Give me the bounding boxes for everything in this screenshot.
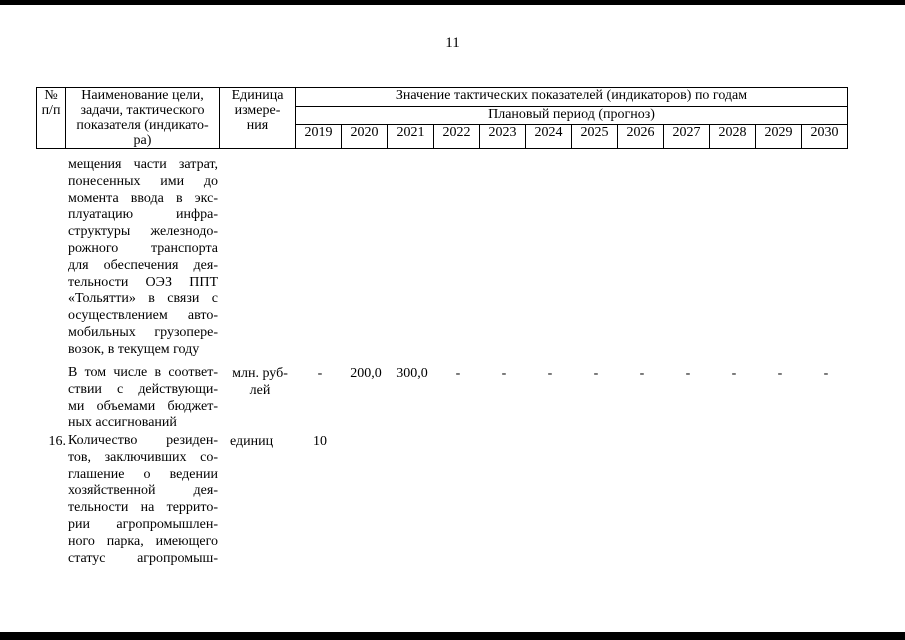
header-year: 2022 (434, 125, 480, 149)
row-16-name: Количество резиден- тов, заключивших со- глашение о ведении хозяйственной дея- тельности на террито- рии агропромышлен- ного парка, имеющего статус агропромыш- (68, 433, 218, 566)
top-scan-border (0, 0, 905, 5)
header-col-name: Наименование цели, задачи, тактического показателя (индикато- ра) (66, 88, 220, 149)
header-year: 2025 (572, 125, 618, 149)
sub-row-value-2028: - (731, 366, 737, 381)
header-col-unit: Единица измере- ния (220, 88, 296, 149)
sub-row-value-2030: - (823, 366, 829, 381)
header-year: 2026 (618, 125, 664, 149)
header-year: 2024 (526, 125, 572, 149)
header-year: 2021 (388, 125, 434, 149)
header-plan-period: Плановый период (прогноз) (296, 106, 848, 125)
header-year: 2030 (802, 125, 848, 149)
sub-row-value-2029: - (777, 366, 783, 381)
page-number: 11 (445, 35, 460, 51)
header-year: 2027 (664, 125, 710, 149)
continuation-text: мещения части затрат, понесенных ими до момента ввода в экс- плуатацию инфра- структуры железнодо- рожного транспорта для обеспечения дея- тельности ОЭЗ ППТ «Тольятти» в связи с осуществлением авто- мобильных грузопере- возок, в текущем году (68, 157, 218, 357)
header-values-title: Значение тактических показателей (индикаторов) по годам (296, 88, 848, 107)
row-16-unit: единиц (230, 434, 274, 449)
header-year: 2023 (480, 125, 526, 149)
bottom-scan-border (0, 632, 905, 640)
sub-row-value-2026: - (639, 366, 645, 381)
sub-row-value-2025: - (593, 366, 599, 381)
header-year: 2020 (342, 125, 388, 149)
sub-row-value-2022: - (455, 366, 461, 381)
sub-row-value-2027: - (685, 366, 691, 381)
table-header (36, 87, 848, 149)
header-year: 2029 (756, 125, 802, 149)
sub-row-value-2019: - (317, 366, 323, 381)
sub-row-unit: млн. руб- лей (232, 366, 288, 398)
header-col-number: № п/п (37, 88, 66, 149)
sub-row-value-2021: 300,0 (396, 366, 428, 381)
header-year: 2028 (710, 125, 756, 149)
sub-row-name: В том числе в соответ- ствии с действующи- ми объемами бюджет- ных ассигнований (68, 365, 218, 431)
row-16-value-2019: 10 (313, 434, 327, 449)
sub-row-value-2023: - (501, 366, 507, 381)
sub-row-value-2020: 200,0 (350, 366, 382, 381)
row-16-number: 16. (48, 434, 66, 449)
header-year: 2019 (296, 125, 342, 149)
sub-row-value-2024: - (547, 366, 553, 381)
